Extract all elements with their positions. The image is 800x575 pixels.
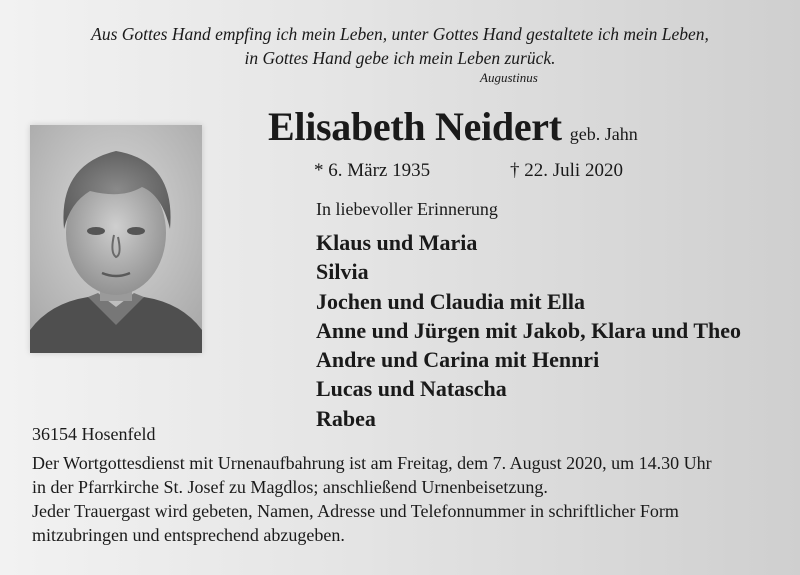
mourners-list — [316, 228, 741, 433]
mourner: Jochen und Claudia mit Ella — [316, 288, 585, 314]
quote-author: Augustinus — [480, 70, 538, 85]
mourner: Klaus und Maria — [316, 230, 478, 255]
quote-line-1: Aus Gottes Hand empfing ich mein Leben, unter Gottes Hand gestaltete ich mein Leben, — [91, 24, 709, 44]
mourner: Silvia — [316, 259, 369, 285]
mourner: Anne und Jürgen mit Jakob, Klara und Theo — [316, 317, 742, 343]
maiden-name: geb. Jahn — [569, 124, 638, 144]
deceased-name: Elisabeth Neidert — [268, 104, 562, 149]
mourner: Andre und Carina mit Hennri — [316, 347, 600, 373]
quote — [0, 22, 800, 70]
death-date: † 22. Juli 2020 — [510, 160, 623, 181]
info-line: Der Wortgottesdienst mit Urnenaufbahrung ist am Freitag, dem 7. August 2020, um 14.30 Uhr — [32, 453, 712, 473]
name-row — [268, 103, 638, 150]
info-line: in der Pfarrkirche St. Josef zu Magdlos; anschließend Urnenbeisetzung. — [32, 477, 548, 497]
memory-line: In liebevoller Erinnerung — [316, 199, 498, 219]
portrait-photo — [30, 125, 202, 353]
info-line: Jeder Trauergast wird gebeten, Namen, Adresse und Telefonnummer in schriftlicher Form — [32, 501, 679, 521]
mourner: Lucas und Natascha — [316, 376, 507, 402]
info-line: mitzubringen und entsprechend abzugeben. — [32, 525, 345, 545]
service-info — [32, 451, 772, 547]
birth-date: * 6. März 1935 — [314, 160, 431, 181]
mourner: Rabea — [316, 405, 376, 431]
location: 36154 Hosenfeld — [32, 424, 156, 444]
quote-line-2: in Gottes Hand gebe ich mein Leben zurück. — [244, 48, 556, 68]
portrait-image — [30, 125, 202, 353]
